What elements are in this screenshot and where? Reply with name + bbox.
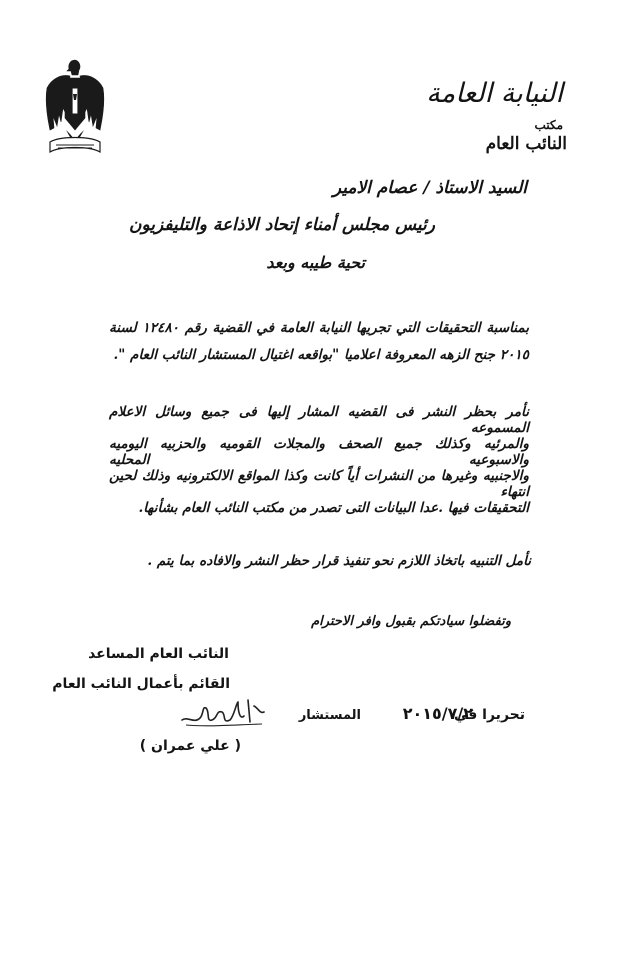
letterhead-office: مكتب [534,118,563,132]
recipient-name: السيد الاستاذ / عصام الامير [332,178,527,198]
handwritten-signature [178,694,266,730]
signatory-title: النائب العام المساعد [88,646,229,662]
paragraph2-line2: والمرئيه وكذلك جميع الصحف والمجلات القوميه والحزبيه اليوميه والاسبوعيه المحليه [109,436,529,468]
paragraph2-line3: والاجنبيه وغيرها من النشرات أياً كانت وكذا المواقع الالكترونيه وذلك لحين انتهاء [109,468,529,500]
signatory-acting-title: القائم بأعمال النائب العام [52,676,230,692]
date-value: ٢٠١٥/٧/٢ [402,704,473,723]
paragraph1-line1: بمناسبة التحقيقات التي تجريها النيابة العامة في القضية رقم ١٢٤٨٠ لسنة [109,320,529,336]
paragraph1-line2: ٢٠١٥ جنح الزهه المعروفة اعلاميا "بواقعه اغتيال المستشار النائب العام ". [113,347,529,363]
recipient-title: رئيس مجلس أمناء إتحاد الاذاعة والتليفزيون [129,215,435,235]
paragraph2-line1: نأمر بحظر النشر فى القضيه المشار إليها فى جميع وسائل الاعلام المسموعه [109,404,529,436]
letterhead-office-name: النائب العام [485,134,567,154]
signatory-name: ( علي عمران ) [139,738,241,754]
advisor-label: المستشار [298,708,361,723]
greeting: تحية طيبه وبعد [266,253,365,272]
letterhead-title: النيابة العامة [426,78,563,109]
paragraph3: نأمل التنبيه باتخاذ اللازم نحو تنفيذ قرار حظر النشر والافاده بما يتم . [147,553,531,569]
date-label: تحريرا في [453,707,525,723]
paragraph2-line4: التحقيقات فيها .عدا البيانات التى تصدر من مكتب النائب العام بشأنها. [138,500,529,516]
closing-line: وتفضلوا سيادتكم بقبول وافر الاحترام [311,614,511,629]
eagle-emblem-icon [44,56,106,158]
